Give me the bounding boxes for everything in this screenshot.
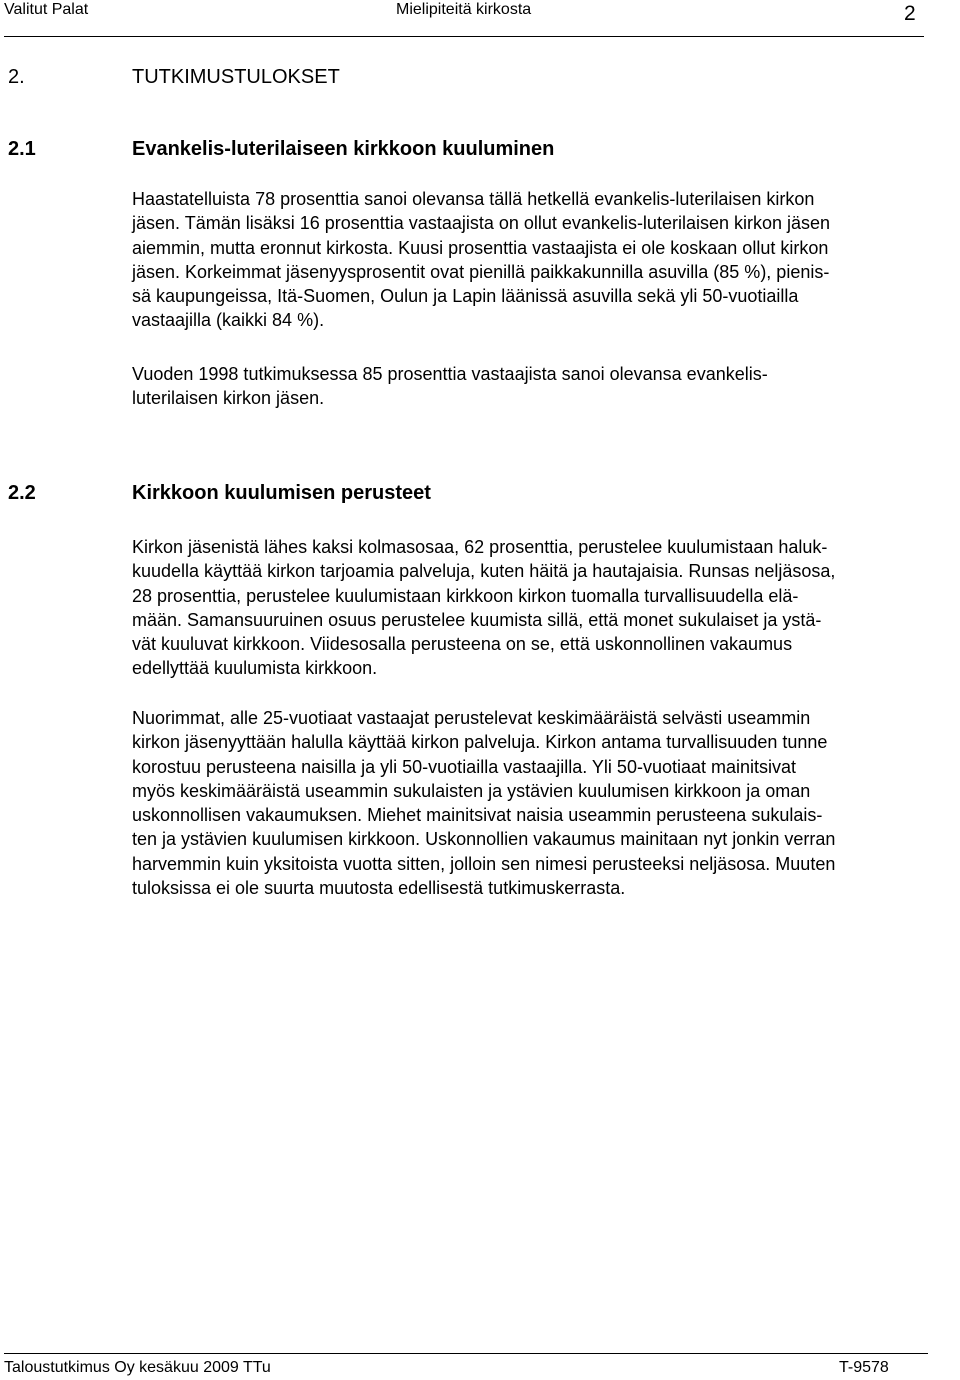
subsection-number: 2.2 (8, 482, 36, 504)
footer-divider (4, 1353, 928, 1354)
header-page-number: 2 (904, 2, 916, 25)
text-line: Vuoden 1998 tutkimuksessa 85 prosenttia vastaajista sanoi olevansa evankelis- (132, 364, 768, 384)
header-divider (4, 36, 924, 37)
text-line: 28 prosenttia, perustelee kuulumistaan kirkkoon kirkon tuomalla turvallisuudella elä- (132, 585, 799, 606)
paragraph-1998-comparison (132, 362, 958, 411)
page-header (0, 0, 960, 40)
text-line: tuloksissa ei ole suurta muutosta edellisestä tutkimuskerrasta. (132, 878, 626, 899)
text-line: Haastatelluista 78 prosenttia sanoi olevansa tällä hetkellä evankelis-luterilaisen kirkon (132, 189, 815, 209)
text-line: kuudella käyttää kirkon tarjoamia palveluja, kuten häitä ja hautajaisia. Runsas neljäsosa, (132, 561, 836, 582)
paragraph-membership (132, 187, 958, 333)
subsection-number: 2.1 (8, 138, 36, 160)
text-line: edellyttää kuulumista kirkkoon. (132, 658, 378, 679)
text-line: kirkon jäsenyyttään halulla käyttää kirkon palveluja. Kirkon antama turvallisuuden tunne (132, 732, 828, 753)
page-footer (0, 1350, 960, 1380)
text-line: vät kuuluvat kirkkoon. Viidesosalla perusteena on se, että uskonnollinen vakaumus (132, 634, 793, 655)
subsection-title: Kirkkoon kuulumisen perusteet (132, 482, 431, 504)
header-publication: Valitut Palat (4, 1, 89, 18)
subsection-title: Evankelis-luterilaiseen kirkkoon kuuluminen (132, 138, 555, 160)
paragraph-reasons (132, 535, 958, 681)
section-title: TUTKIMUSTULOKSET (132, 66, 340, 88)
text-line: luterilaisen kirkon jäsen. (132, 388, 325, 409)
subsection-heading-2-2 (8, 481, 431, 505)
footer-report-code: T-9578 (839, 1359, 889, 1376)
text-line: uskonnollisen vakaumuksen. Miehet mainitsivat naisia useammin perusteena sukulais- (132, 805, 823, 826)
text-line: vastaajilla (kaikki 84 %). (132, 310, 325, 331)
text-line: Kirkon jäsenistä lähes kaksi kolmasosaa, 62 prosenttia, perustelee kuulumistaan haluk- (132, 537, 828, 557)
text-line: Nuorimmat, alle 25-vuotiaat vastaajat perustelevat keskimääräistä selvästi useammin (132, 708, 811, 728)
text-line: mään. Samansuuruinen osuus perustelee kuumista sillä, että monet sukulaiset ja ystä- (132, 609, 822, 630)
text-line: myös keskimääräistä useammin sukulaisten ja ystävien kuulumisen kirkkoon ja oman (132, 780, 811, 801)
text-line: jäsen. Korkeimmat jäsenyysprosentit ovat pienillä paikkakunnilla asuvilla (85 %), pienis- (132, 261, 830, 282)
section-heading (8, 65, 340, 89)
text-line: korostuu perusteena naisilla ja yli 50-vuotiailla vastaajilla. Yli 50-vuotiaat mainitsivat (132, 756, 797, 777)
text-line: sä kaupungeissa, Itä-Suomen, Oulun ja Lapin läänissä asuvilla sekä yli 50-vuotiailla (132, 286, 799, 307)
header-report-title: Mielipiteitä kirkosta (396, 1, 532, 18)
section-number: 2. (8, 66, 25, 88)
text-line: ten ja ystävien kuulumisen kirkkoon. Uskonnollien vakaumus mainitaan nyt jonkin verran (132, 829, 836, 850)
text-line: jäsen. Tämän lisäksi 16 prosenttia vastaajista on ollut evankelis-luterilaisen kirkon jäsen (132, 213, 831, 234)
paragraph-demographics (132, 706, 958, 900)
subsection-heading-2-1 (8, 137, 554, 161)
text-line: harvemmin kuin yksitoista vuotta sitten, jolloin sen nimesi perusteeksi neljäsosa. Muuten (132, 853, 836, 874)
footer-company-date: Taloustutkimus Oy kesäkuu 2009 TTu (4, 1359, 271, 1376)
text-line: aiemmin, mutta eronnut kirkosta. Kuusi prosenttia vastaajista ei ole koskaan ollut kirkon (132, 237, 829, 258)
